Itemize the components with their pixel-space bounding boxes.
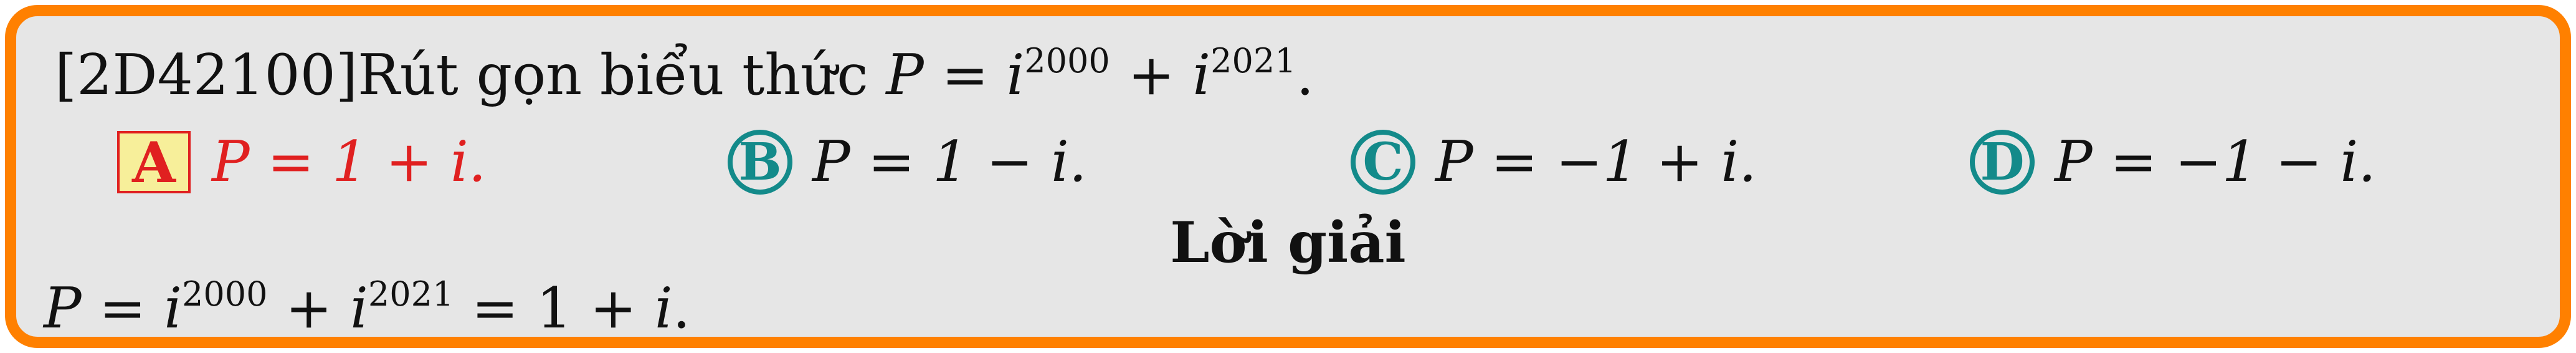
question-card xyxy=(5,5,2571,348)
option-a-text: P = 1 + i. xyxy=(212,129,487,195)
option-b-text: P = 1 − i. xyxy=(812,129,1087,195)
question-prompt: Rút gọn biểu thức xyxy=(357,42,868,108)
option-d[interactable] xyxy=(1970,125,2376,200)
option-a[interactable] xyxy=(117,125,486,200)
solution-expression: $P = i^{2000} + i^{2021} = 1 + i$. xyxy=(44,274,691,341)
question-expression: $P = i^{2000} + i^{2021}$ xyxy=(886,41,1296,108)
question-line: [2D42100]Rút gọn biểu thức $P = i^{2000} + i^{2021}$. xyxy=(55,41,1314,108)
question-code: [2D42100] xyxy=(55,42,358,108)
option-a-badge: A xyxy=(117,131,191,193)
option-d-text: P = −1 − i. xyxy=(2055,129,2376,195)
solution-heading: Lời giải xyxy=(1170,210,1406,276)
option-c-badge: C xyxy=(1351,130,1415,195)
option-c-text: P = −1 + i. xyxy=(1435,129,1757,195)
option-b-badge: B xyxy=(728,130,792,195)
option-c[interactable] xyxy=(1351,125,1757,200)
option-d-badge: D xyxy=(1970,130,2035,195)
option-b[interactable] xyxy=(728,125,1086,200)
